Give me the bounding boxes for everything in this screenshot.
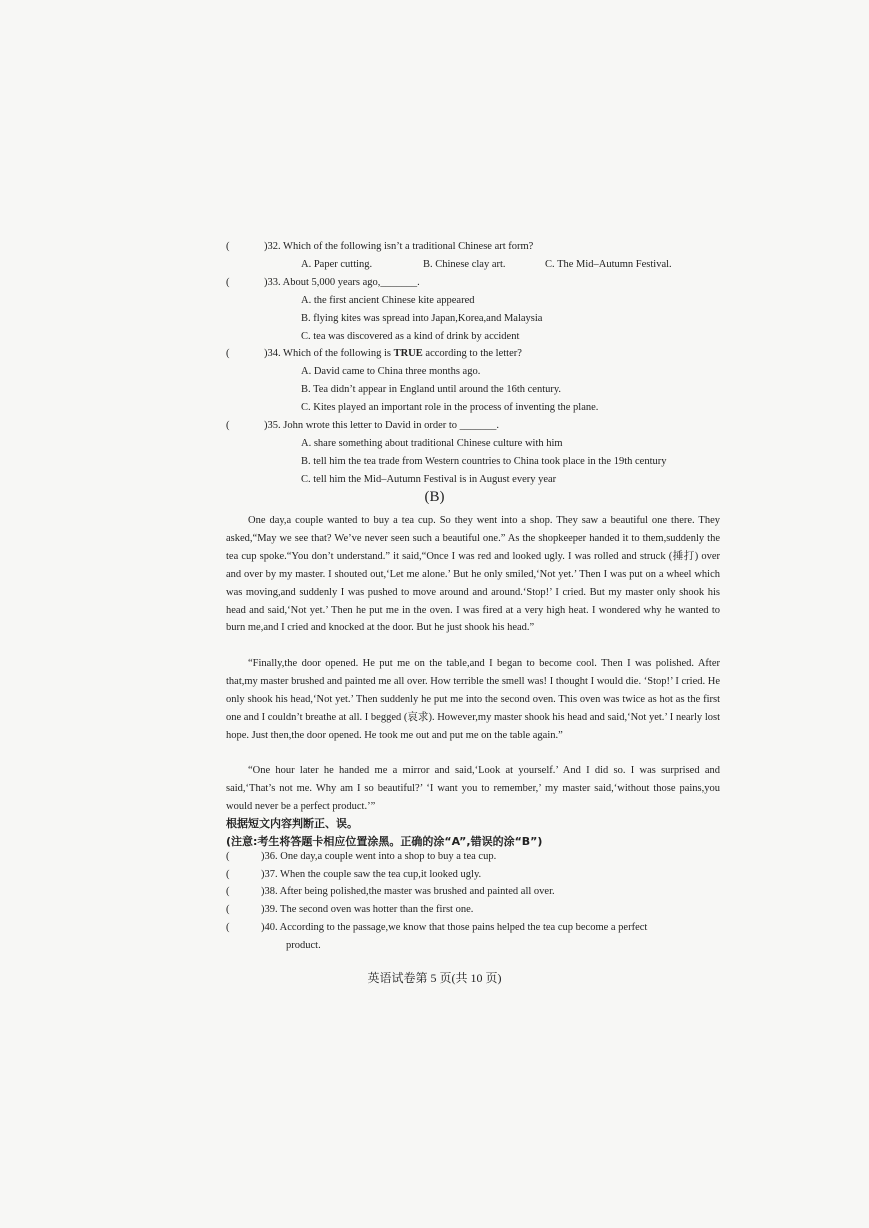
answer-paren: ( <box>226 922 230 933</box>
instruction-note: (注意:考生将答题卡相应位置涂黑。正确的涂“A”,错误的涂“B”) <box>226 835 543 848</box>
option-b: B. flying kites was spread into Japan,Korea,and Malaysia <box>301 313 543 324</box>
answer-paren: ( <box>226 851 230 862</box>
option-b: B. Chinese clay art. <box>423 259 506 270</box>
option-a: A. Paper cutting. <box>301 259 373 270</box>
option-c: C. tell him the Mid–Autumn Festival is in August every year <box>301 474 557 485</box>
judgement-text: )39. The second oven was hotter than the first one. <box>261 904 474 915</box>
question-stem: )33. About 5,000 years ago,_______. <box>264 277 420 288</box>
section-title: (B) <box>424 489 445 505</box>
option-a: A. share something about traditional Chinese culture with him <box>301 438 563 449</box>
judgement-40 <box>226 922 647 933</box>
judgement-40-continuation: product. <box>286 940 321 951</box>
judgement-38 <box>226 886 555 897</box>
question-stem: )34. Which of the following is <box>264 348 394 359</box>
judgement-text: )38. After being polished,the master was brushed and painted all over. <box>261 886 555 897</box>
question-stem-tail: according to the letter? <box>422 348 522 359</box>
judgement-text: )36. One day,a couple went into a shop to buy a tea cup. <box>261 851 497 862</box>
page-footer: 英语试卷第 5 页(共 10 页) <box>367 971 502 985</box>
option-c: C. Kites played an important role in the process of inventing the plane. <box>301 402 599 413</box>
option-b: B. Tea didn’t appear in England until around the 16th century. <box>301 384 562 395</box>
answer-paren: ( <box>226 904 230 915</box>
option-a: A. the first ancient Chinese kite appeared <box>301 295 475 306</box>
judgement-text: )37. When the couple saw the tea cup,it looked ugly. <box>261 869 482 880</box>
judgement-39 <box>226 904 473 915</box>
answer-paren: ( <box>226 241 230 252</box>
passage-paragraph: “One hour later he handed me a mirror and said,‘Look at yourself.’ And I did so. I was surprised and said,‘That’s not me. Why am I so beautiful?’ ‘I want you to remember,’ my master said,‘without those pains,you would never be a perfect product.’” <box>226 765 720 812</box>
question-34 <box>226 348 522 359</box>
question-35 <box>226 420 499 431</box>
instruction-heading: 根据短文内容判断正、误。 <box>226 817 358 830</box>
answer-paren: ( <box>226 869 230 880</box>
answer-paren: ( <box>226 277 230 288</box>
question-32 <box>226 241 533 252</box>
option-c: C. The Mid–Autumn Festival. <box>545 259 672 270</box>
option-a: A. David came to China three months ago. <box>301 366 481 377</box>
answer-paren: ( <box>226 348 230 359</box>
answer-paren: ( <box>226 420 230 431</box>
judgement-text: )40. According to the passage,we know that those pains helped the tea cup become a perfect <box>261 922 648 933</box>
passage-paragraph: “Finally,the door opened. He put me on the table,and I began to become cool. Then I was polished. After that,my master brushed and painted me all over. How terrible the smell was! I thought I would die. ‘Stop!’ I cried. He only shook his head,‘Not yet.’ Then suddenly he put me into the second oven. This oven was twice as hot as the first one and I couldn’t breathe at all. I begged (哀求). However,my master shook his head and said,‘Not yet.’ I nearly lost hope. Just then,the door opened. He took me out and put me on the table again.” <box>226 658 720 741</box>
question-33 <box>226 277 420 288</box>
option-b: B. tell him the tea trade from Western countries to China took place in the 19th century <box>301 456 667 467</box>
answer-paren: ( <box>226 886 230 897</box>
judgement-36 <box>226 851 496 862</box>
option-c: C. tea was discovered as a kind of drink by accident <box>301 331 520 342</box>
judgement-37 <box>226 869 481 880</box>
question-stem: )35. John wrote this letter to David in order to _______. <box>264 420 500 431</box>
question-stem: )32. Which of the following isn’t a traditional Chinese art form? <box>264 241 534 252</box>
question-stem-emphasis: TRUE <box>393 348 423 359</box>
passage-paragraph: One day,a couple wanted to buy a tea cup. So they went into a shop. They saw a beautiful one there. They asked,“May we see that? We’ve never seen such a beautiful one.” As the shopkeeper handed it to them,suddenly the tea cup spoke.“You don’t understand.” it said,“Once I was red and looked ugly. I was rolled and struck (捶打) over and over by my master. I shouted out,‘Let me alone.’ But he only smiled,‘Not yet.’ Then I was put on a wheel which was moving,and suddenly I was pushed to move around and around.‘Stop!’ I cried. But my master only shook his head and said,‘Not yet.’ Then he put me in the oven. I was fired at a very high heat. I wondered why he wanted to burn me,and I cried and knocked at the door. But he just shook his head.” <box>226 515 720 634</box>
